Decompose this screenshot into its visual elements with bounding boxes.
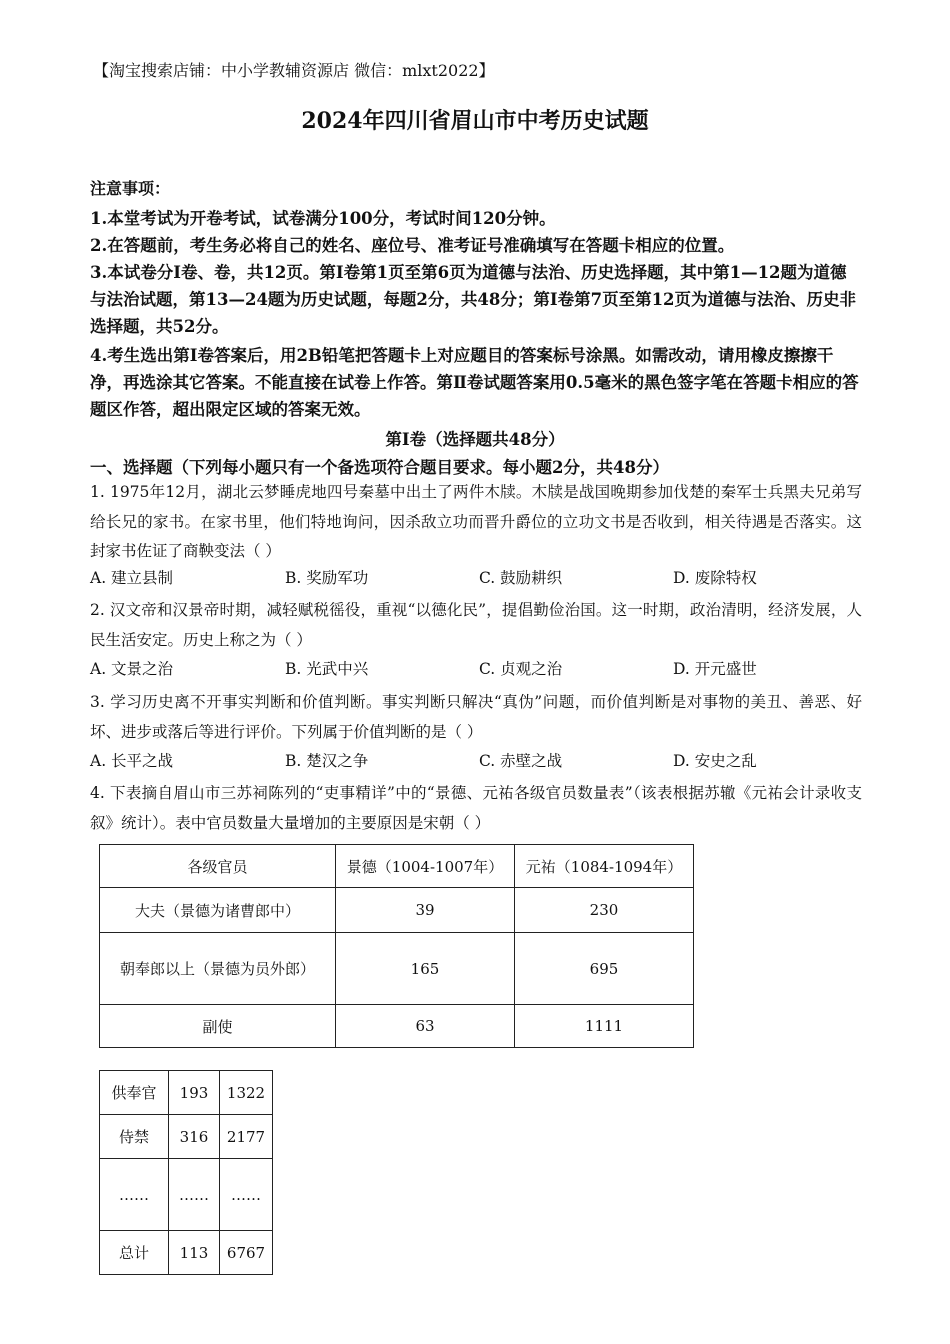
- table-cell: ……: [100, 1159, 169, 1231]
- table-cell: 165: [336, 933, 515, 1005]
- table-cell: ……: [169, 1159, 220, 1231]
- section-heading: 第I卷（选择题共48分）: [385, 430, 565, 449]
- option-d[interactable]: D. 开元盛世: [673, 660, 757, 678]
- table-row: [100, 1071, 273, 1115]
- table-cell: 6767: [220, 1231, 273, 1275]
- option-b[interactable]: B. 楚汉之争: [285, 752, 369, 770]
- table-row: [100, 1115, 273, 1159]
- table-row: [100, 888, 694, 933]
- table-cell: 63: [336, 1005, 515, 1048]
- table-header: 景德（1004-1007年）: [336, 845, 515, 888]
- question-3-stem: 3. 学习历史离不开事实判断和价值判断。事实判断只解决“真伪”问题，而价值判断是对事物的美丑、善恶、好坏、进步或落后等进行评价。下列属于价值判断的是（ ）: [90, 693, 862, 741]
- table-row: [100, 1159, 273, 1231]
- table-cell: 193: [169, 1071, 220, 1115]
- notice-item: 3.本试卷分I卷、卷，共12页。第I卷第1页至第6页为道德与法治、历史选择题，其中第1—12题为道德与法治试题，第13—24题为历史试题，每题2分，共48分；第I卷第7页至第12页为道德与法治、历史非选择题，共52分。: [90, 263, 857, 336]
- notice-heading: 注意事项：: [90, 179, 171, 198]
- option-b[interactable]: B. 奖励军功: [285, 569, 369, 587]
- question-1-stem: 1. 1975年12月，湖北云梦睡虎地四号秦墓中出土了两件木牍。木牍是战国晚期参加伐楚的秦军士兵黑夫兄弟写给长兄的家书。在家书里，他们特地询问，因杀敌立功而晋升爵位的立功文书是否收到，相关待遇是否落实。这封家书佐证了商鞅变法（ ）: [90, 483, 862, 560]
- table-cell: 695: [515, 933, 694, 1005]
- shop-note: 【淘宝搜索店铺：中小学教辅资源店 微信：mlxt2022】: [93, 61, 495, 80]
- option-d[interactable]: D. 安史之乱: [673, 752, 757, 770]
- table-cell: 1322: [220, 1071, 273, 1115]
- question-1-options: [90, 566, 870, 594]
- notice-item: 4.考生选出第I卷答案后，用2B铅笔把答题卡上对应题目的答案标号涂黑。如需改动，请用橡皮擦擦干净，再选涂其它答案。不能直接在试卷上作答。第Ⅱ卷试题答案用0.5毫米的黑色签字笔在答题卡相应的答题区作答，超出限定区域的答案无效。: [90, 346, 859, 419]
- option-c[interactable]: C. 贞观之治: [479, 660, 563, 678]
- officials-table: [99, 844, 694, 1048]
- notice-item: 1.本堂考试为开卷考试，试卷满分100分，考试时间120分钟。: [90, 209, 556, 228]
- table-row: [100, 1005, 694, 1048]
- option-d[interactable]: D. 废除特权: [673, 569, 757, 587]
- question-2-stem: 2. 汉文帝和汉景帝时期，减轻赋税徭役，重视“以德化民”，提倡勤俭治国。这一时期，政治清明，经济发展，人民生活安定。历史上称之为（ ）: [90, 601, 862, 649]
- option-c[interactable]: C. 鼓励耕织: [479, 569, 563, 587]
- table-cell: 副使: [100, 1005, 336, 1048]
- table-cell: 2177: [220, 1115, 273, 1159]
- table-cell: 39: [336, 888, 515, 933]
- question-2-options: [90, 657, 870, 685]
- option-a[interactable]: A. 文景之治: [90, 660, 174, 678]
- page-title: 2024年四川省眉山市中考历史试题: [301, 108, 649, 134]
- table-cell: 总计: [100, 1231, 169, 1275]
- table-header-row: [100, 845, 694, 888]
- table-row: [100, 1231, 273, 1275]
- part-heading: 一、选择题（下列每小题只有一个备选项符合题目要求。每小题2分，共48分）: [90, 458, 669, 477]
- officials-table-continued: [99, 1070, 273, 1275]
- table-header: 各级官员: [100, 845, 336, 888]
- table-header: 元祐（1084-1094年）: [515, 845, 694, 888]
- option-a[interactable]: A. 建立县制: [90, 569, 174, 587]
- table-cell: 316: [169, 1115, 220, 1159]
- table-cell: 230: [515, 888, 694, 933]
- option-b[interactable]: B. 光武中兴: [285, 660, 369, 678]
- table-cell: 113: [169, 1231, 220, 1275]
- table-cell: 1111: [515, 1005, 694, 1048]
- table-row: [100, 933, 694, 1005]
- table-cell: ……: [220, 1159, 273, 1231]
- table-cell: 朝奉郎以上（景德为员外郎）: [100, 933, 336, 1005]
- option-a[interactable]: A. 长平之战: [90, 752, 174, 770]
- option-c[interactable]: C. 赤壁之战: [479, 752, 563, 770]
- table-cell: 大夫（景德为诸曹郎中）: [100, 888, 336, 933]
- question-3-options: [90, 749, 870, 777]
- notice-item: 2.在答题前，考生务必将自己的姓名、座位号、准考证号准确填写在答题卡相应的位置。: [90, 236, 735, 255]
- table-cell: 侍禁: [100, 1115, 169, 1159]
- table-cell: 供奉官: [100, 1071, 169, 1115]
- question-4-stem: 4. 下表摘自眉山市三苏祠陈列的“吏事精详”中的“景德、元祐各级官员数量表”（该表根据苏辙《元祐会计录收支叙》统计）。表中官员数量大量增加的主要原因是宋朝（ ）: [90, 784, 862, 832]
